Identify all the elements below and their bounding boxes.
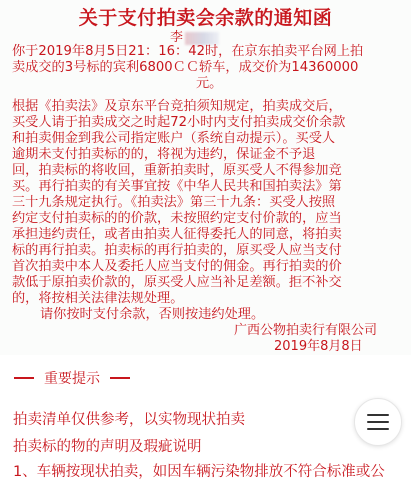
- letter-line: 请你按时支付余款，否则按违约处理。: [40, 307, 265, 322]
- section-heading: [14, 370, 130, 386]
- heading-rule-right: [110, 377, 130, 379]
- letter-line: 约定支付拍卖标的的价款，未按照约定支付价款的，应当: [12, 211, 342, 226]
- important-notice-section: [0, 355, 411, 483]
- letter-line: 根据《拍卖法》及京东平台竞拍须知规定，拍卖成交后，: [12, 99, 342, 114]
- letter-line: 首次拍卖中本人及委托人应当支付的佣金。再行拍卖的价: [12, 259, 342, 274]
- notice-item: 拍卖清单仅供参考，以实物现状拍卖: [13, 412, 245, 428]
- redacted-name: [185, 32, 219, 45]
- letter-title: 关于支付拍卖会余款的通知函: [78, 7, 333, 29]
- letter-line: 买。再行拍卖的有关事宜按《中华人民共和国拍卖法》第: [12, 179, 342, 194]
- letter-line: 回，拍卖标的将收回，重新拍卖时，原买受人不得参加竞: [12, 163, 342, 178]
- heading-rule-left: [14, 377, 34, 379]
- notice-item: 拍卖标的物的声明及瑕疵说明: [13, 439, 202, 455]
- list-icon: [367, 413, 389, 431]
- notice-item: 1、车辆按现状拍卖，如因车辆污染物排放不符合标准或公: [13, 464, 385, 480]
- letter-line: 你于2019年8月5日21：16：42时，在京东拍卖平台网上拍: [12, 44, 364, 59]
- letter-line: 元。: [196, 76, 223, 91]
- letter-line: 卖成交的3号标的宾利6800ＣＣ轿车，成交价为14360000: [12, 60, 359, 75]
- letter-line: 承担违约责任，或者由拍卖人征得委托人的同意，将拍卖: [12, 227, 342, 242]
- signature-date: 2019年8月8日: [274, 339, 363, 354]
- letter-line: 款低于原拍卖价款的，原买受人应当补足差额。拒不补交: [12, 275, 342, 290]
- recipient-surname: 李: [170, 30, 184, 45]
- section-title: 重要提示: [44, 371, 100, 387]
- letter-line: 买受人请于拍卖成交之时起72小时内支付拍卖成交价余款: [12, 115, 346, 130]
- letter-line: 标的再行拍卖。拍卖标的再行拍卖的，原买受人应当支付: [12, 243, 342, 258]
- floating-menu-button[interactable]: [354, 398, 402, 446]
- letter-line: 和拍卖佣金到我公司指定账户（系统自动提示）。买受人: [12, 131, 336, 146]
- signature-company: 广西公物拍卖行有限公司: [234, 323, 378, 338]
- letter-line: 的，将按相关法律法规处理。: [12, 291, 184, 306]
- letter-line: 逾期未支付拍卖标的的，将视为违约，保证金不予退: [12, 147, 316, 162]
- letter-line: 三十九条规定执行。《拍卖法》第三十九条：买受人按照: [12, 195, 336, 210]
